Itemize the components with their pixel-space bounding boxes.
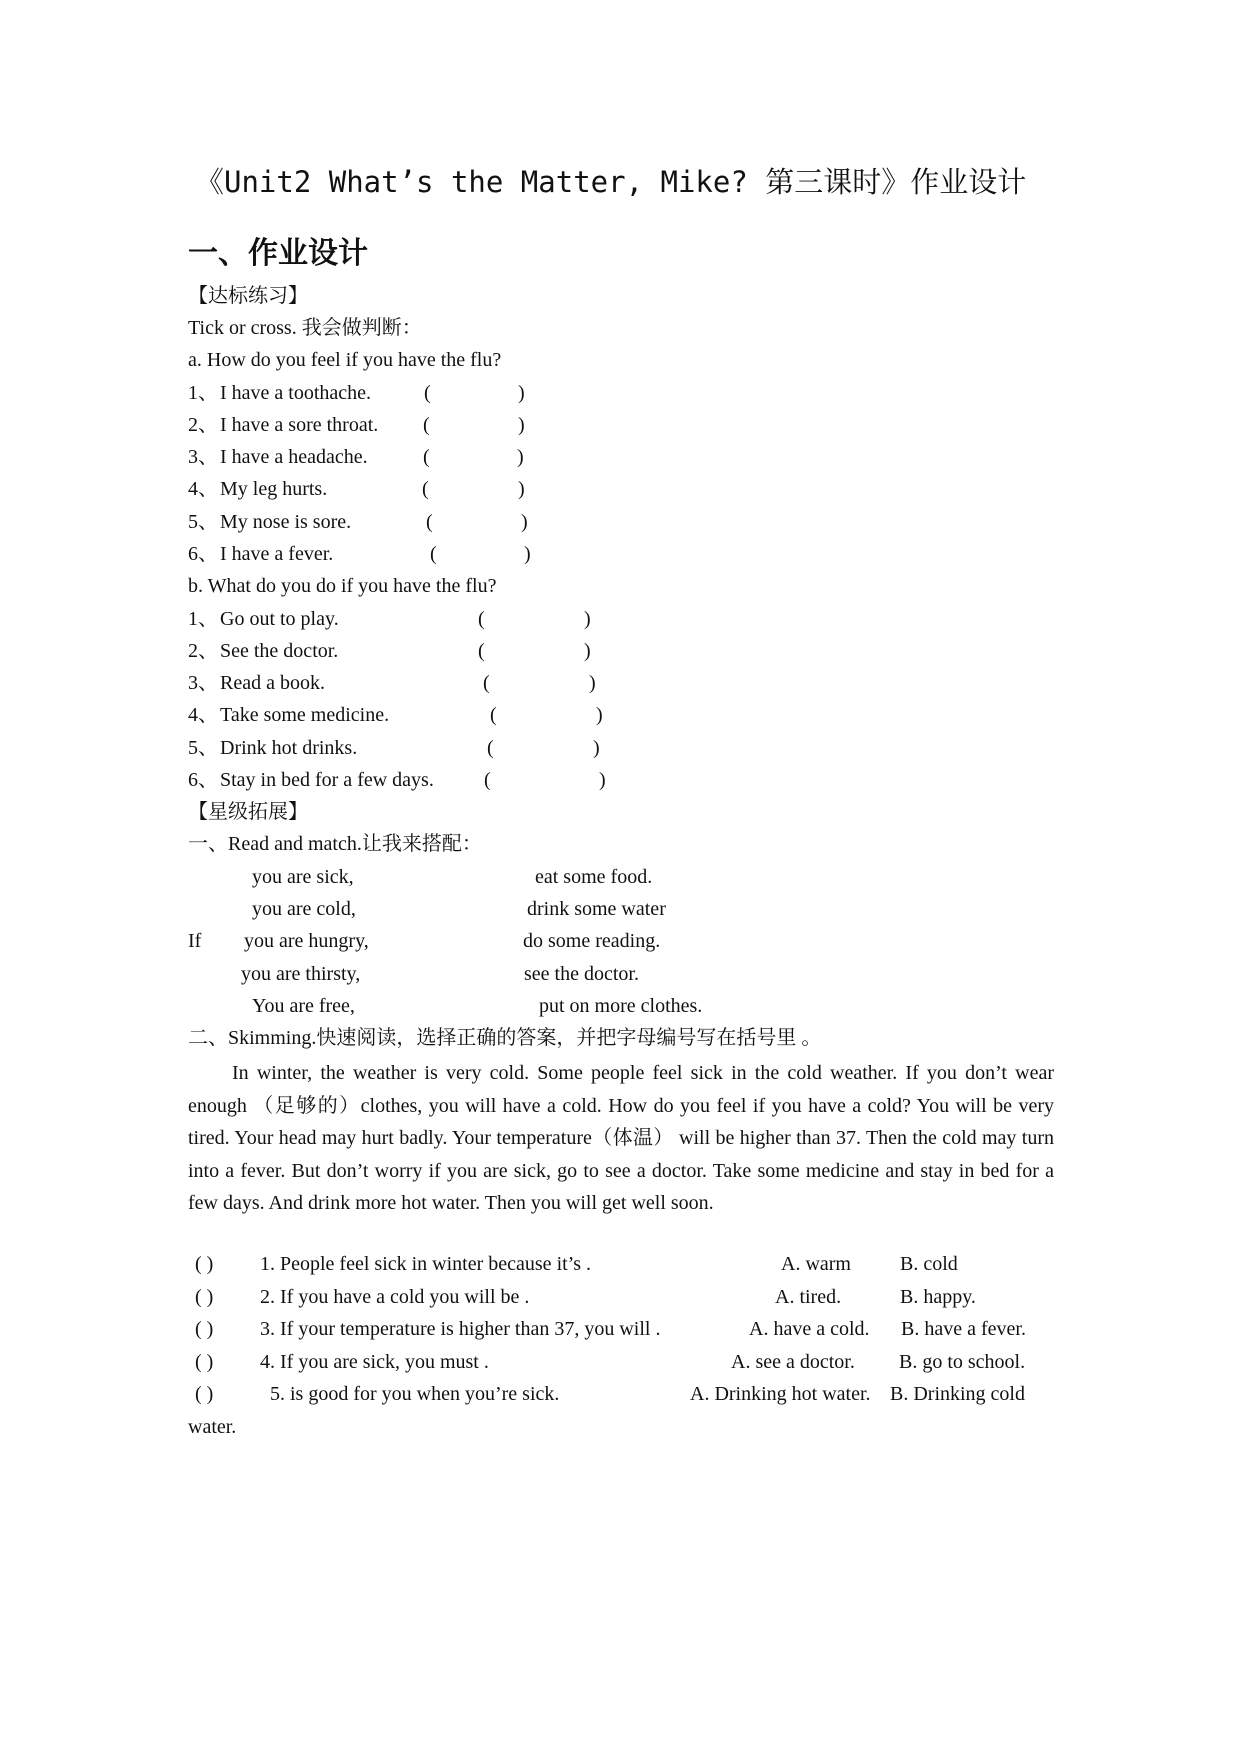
question-wrap-text: water. (188, 1416, 237, 1438)
answer-close-paren: ) (518, 414, 525, 436)
option-a: A. have a cold. (749, 1318, 870, 1340)
list-item (188, 412, 525, 438)
item-number: 2、 (188, 640, 218, 662)
answer-close-paren: ) (524, 543, 531, 565)
match-instruction: 一、Read and match.让我来搭配： (188, 833, 482, 855)
option-b: B. Drinking cold (890, 1383, 1025, 1405)
answer-open-paren[interactable]: ( (490, 704, 497, 726)
item-text: Take some medicine. (220, 704, 390, 726)
answer-close-paren: ) (589, 672, 596, 694)
item-number: 6、 (188, 543, 218, 565)
question-row (195, 1284, 1055, 1314)
document-title: 《Unit2 What’s the Matter, Mike? 第三课时》作业设计 (195, 165, 1027, 199)
option-a: A. tired. (775, 1286, 842, 1308)
question-b: b. What do you do if you have the flu? (188, 575, 497, 597)
answer-paren[interactable]: ( ) (195, 1253, 214, 1275)
answer-close-paren: ) (599, 769, 606, 791)
answer-close-paren: ) (596, 704, 603, 726)
match-left-item[interactable]: you are hungry, (244, 930, 369, 952)
answer-paren[interactable]: ( ) (195, 1351, 214, 1373)
item-number: 5、 (188, 511, 218, 533)
question-row (195, 1381, 1055, 1411)
answer-open-paren[interactable]: ( (426, 511, 433, 533)
answer-open-paren[interactable]: ( (478, 640, 485, 662)
option-b: B. have a fever. (901, 1318, 1026, 1340)
list-item (188, 444, 524, 470)
answer-close-paren: ) (517, 446, 524, 468)
item-text: Go out to play. (220, 608, 339, 630)
list-item (188, 380, 525, 406)
question-text: 1. People feel sick in winter because it’s . (260, 1253, 592, 1275)
item-text: Drink hot drinks. (220, 737, 358, 759)
answer-close-paren: ) (584, 608, 591, 630)
list-item (188, 541, 531, 567)
item-text: I have a headache. (220, 446, 368, 468)
item-text: My leg hurts. (220, 478, 328, 500)
part1-label: 【达标练习】 (188, 285, 308, 307)
list-item (188, 767, 606, 793)
tick-cross-instruction: Tick or cross. 我会做判断： (188, 317, 422, 339)
match-left-item[interactable]: You are free, (252, 995, 355, 1017)
answer-paren[interactable]: ( ) (195, 1318, 214, 1340)
list-item (188, 670, 596, 696)
answer-close-paren: ) (521, 511, 528, 533)
option-b: B. go to school. (899, 1351, 1026, 1373)
item-number: 1、 (188, 608, 218, 630)
answer-open-paren[interactable]: ( (423, 446, 430, 468)
answer-open-paren[interactable]: ( (424, 382, 431, 404)
match-right-item[interactable]: eat some food. (535, 866, 653, 888)
item-text: I have a toothache. (220, 382, 372, 404)
option-a: A. warm (781, 1253, 851, 1275)
option-b: B. happy. (900, 1286, 976, 1308)
item-text: I have a fever. (220, 543, 334, 565)
question-row (195, 1316, 1055, 1346)
list-item (188, 735, 600, 761)
answer-close-paren: ) (518, 382, 525, 404)
item-number: 1、 (188, 382, 218, 404)
skimming-instruction: 二、Skimming.快速阅读，选择正确的答案，并把字母编号写在括号里 。 (188, 1027, 822, 1049)
list-item (188, 638, 591, 664)
match-right-item[interactable]: do some reading. (523, 930, 661, 952)
list-item (188, 702, 603, 728)
question-a: a. How do you feel if you have the flu? (188, 349, 502, 371)
option-a: A. see a doctor. (731, 1351, 855, 1373)
match-right-item[interactable]: drink some water (527, 898, 666, 920)
item-number: 3、 (188, 672, 218, 694)
question-text: 2. If you have a cold you will be . (260, 1286, 530, 1308)
match-right-item[interactable]: see the doctor. (524, 963, 639, 985)
answer-open-paren[interactable]: ( (487, 737, 494, 759)
list-item (188, 606, 591, 632)
item-text: Stay in bed for a few days. (220, 769, 434, 791)
if-word: If (188, 930, 202, 952)
part2-label: 【星级拓展】 (188, 801, 308, 823)
answer-open-paren[interactable]: ( (483, 672, 490, 694)
item-text: My nose is sore. (220, 511, 352, 533)
answer-open-paren[interactable]: ( (430, 543, 437, 565)
item-number: 6、 (188, 769, 218, 791)
option-a: A. Drinking hot water. (690, 1383, 871, 1405)
answer-paren[interactable]: ( ) (195, 1286, 214, 1308)
question-row (195, 1349, 1055, 1379)
question-text: 3. If your temperature is higher than 37, you will . (260, 1318, 661, 1340)
item-text: I have a sore throat. (220, 414, 379, 436)
item-number: 4、 (188, 704, 218, 726)
match-left-item[interactable]: you are thirsty, (241, 963, 361, 985)
question-row (195, 1251, 1055, 1281)
answer-open-paren[interactable]: ( (478, 608, 485, 630)
answer-open-paren[interactable]: ( (423, 414, 430, 436)
answer-open-paren[interactable]: ( (422, 478, 429, 500)
item-number: 4、 (188, 478, 218, 500)
reading-passage: In winter, the weather is very cold. Some people feel sick in the cold weather. If you don’t wear enough （足够的）clothes, you will have a cold. How do you feel if you have a cold? You will be very tired. Your head may hurt badly. Your temperature（体温） will be higher than 37. Then the cold may turn into a fever. But don’t worry if you are sick, go to see a doctor. Take some medicine and stay in bed for a few days. And drink more hot water. Then you will get well soon. (188, 1062, 1054, 1214)
match-left-item[interactable]: you are sick, (252, 866, 354, 888)
item-number: 3、 (188, 446, 218, 468)
item-text: Read a book. (220, 672, 325, 694)
item-number: 2、 (188, 414, 218, 436)
answer-close-paren: ) (518, 478, 525, 500)
list-item (188, 476, 525, 502)
option-b: B. cold (900, 1253, 958, 1275)
answer-close-paren: ) (593, 737, 600, 759)
answer-paren[interactable]: ( ) (195, 1383, 214, 1405)
match-left-item[interactable]: you are cold, (252, 898, 356, 920)
item-text: See the doctor. (220, 640, 339, 662)
answer-close-paren: ) (584, 640, 591, 662)
list-item (188, 509, 528, 535)
item-number: 5、 (188, 737, 218, 759)
question-text: 4. If you are sick, you must . (260, 1351, 489, 1373)
question-text: 5. is good for you when you’re sick. (270, 1383, 560, 1405)
section-heading: 一、作业设计 (188, 236, 368, 271)
match-right-item[interactable]: put on more clothes. (539, 995, 703, 1017)
answer-open-paren[interactable]: ( (484, 769, 491, 791)
